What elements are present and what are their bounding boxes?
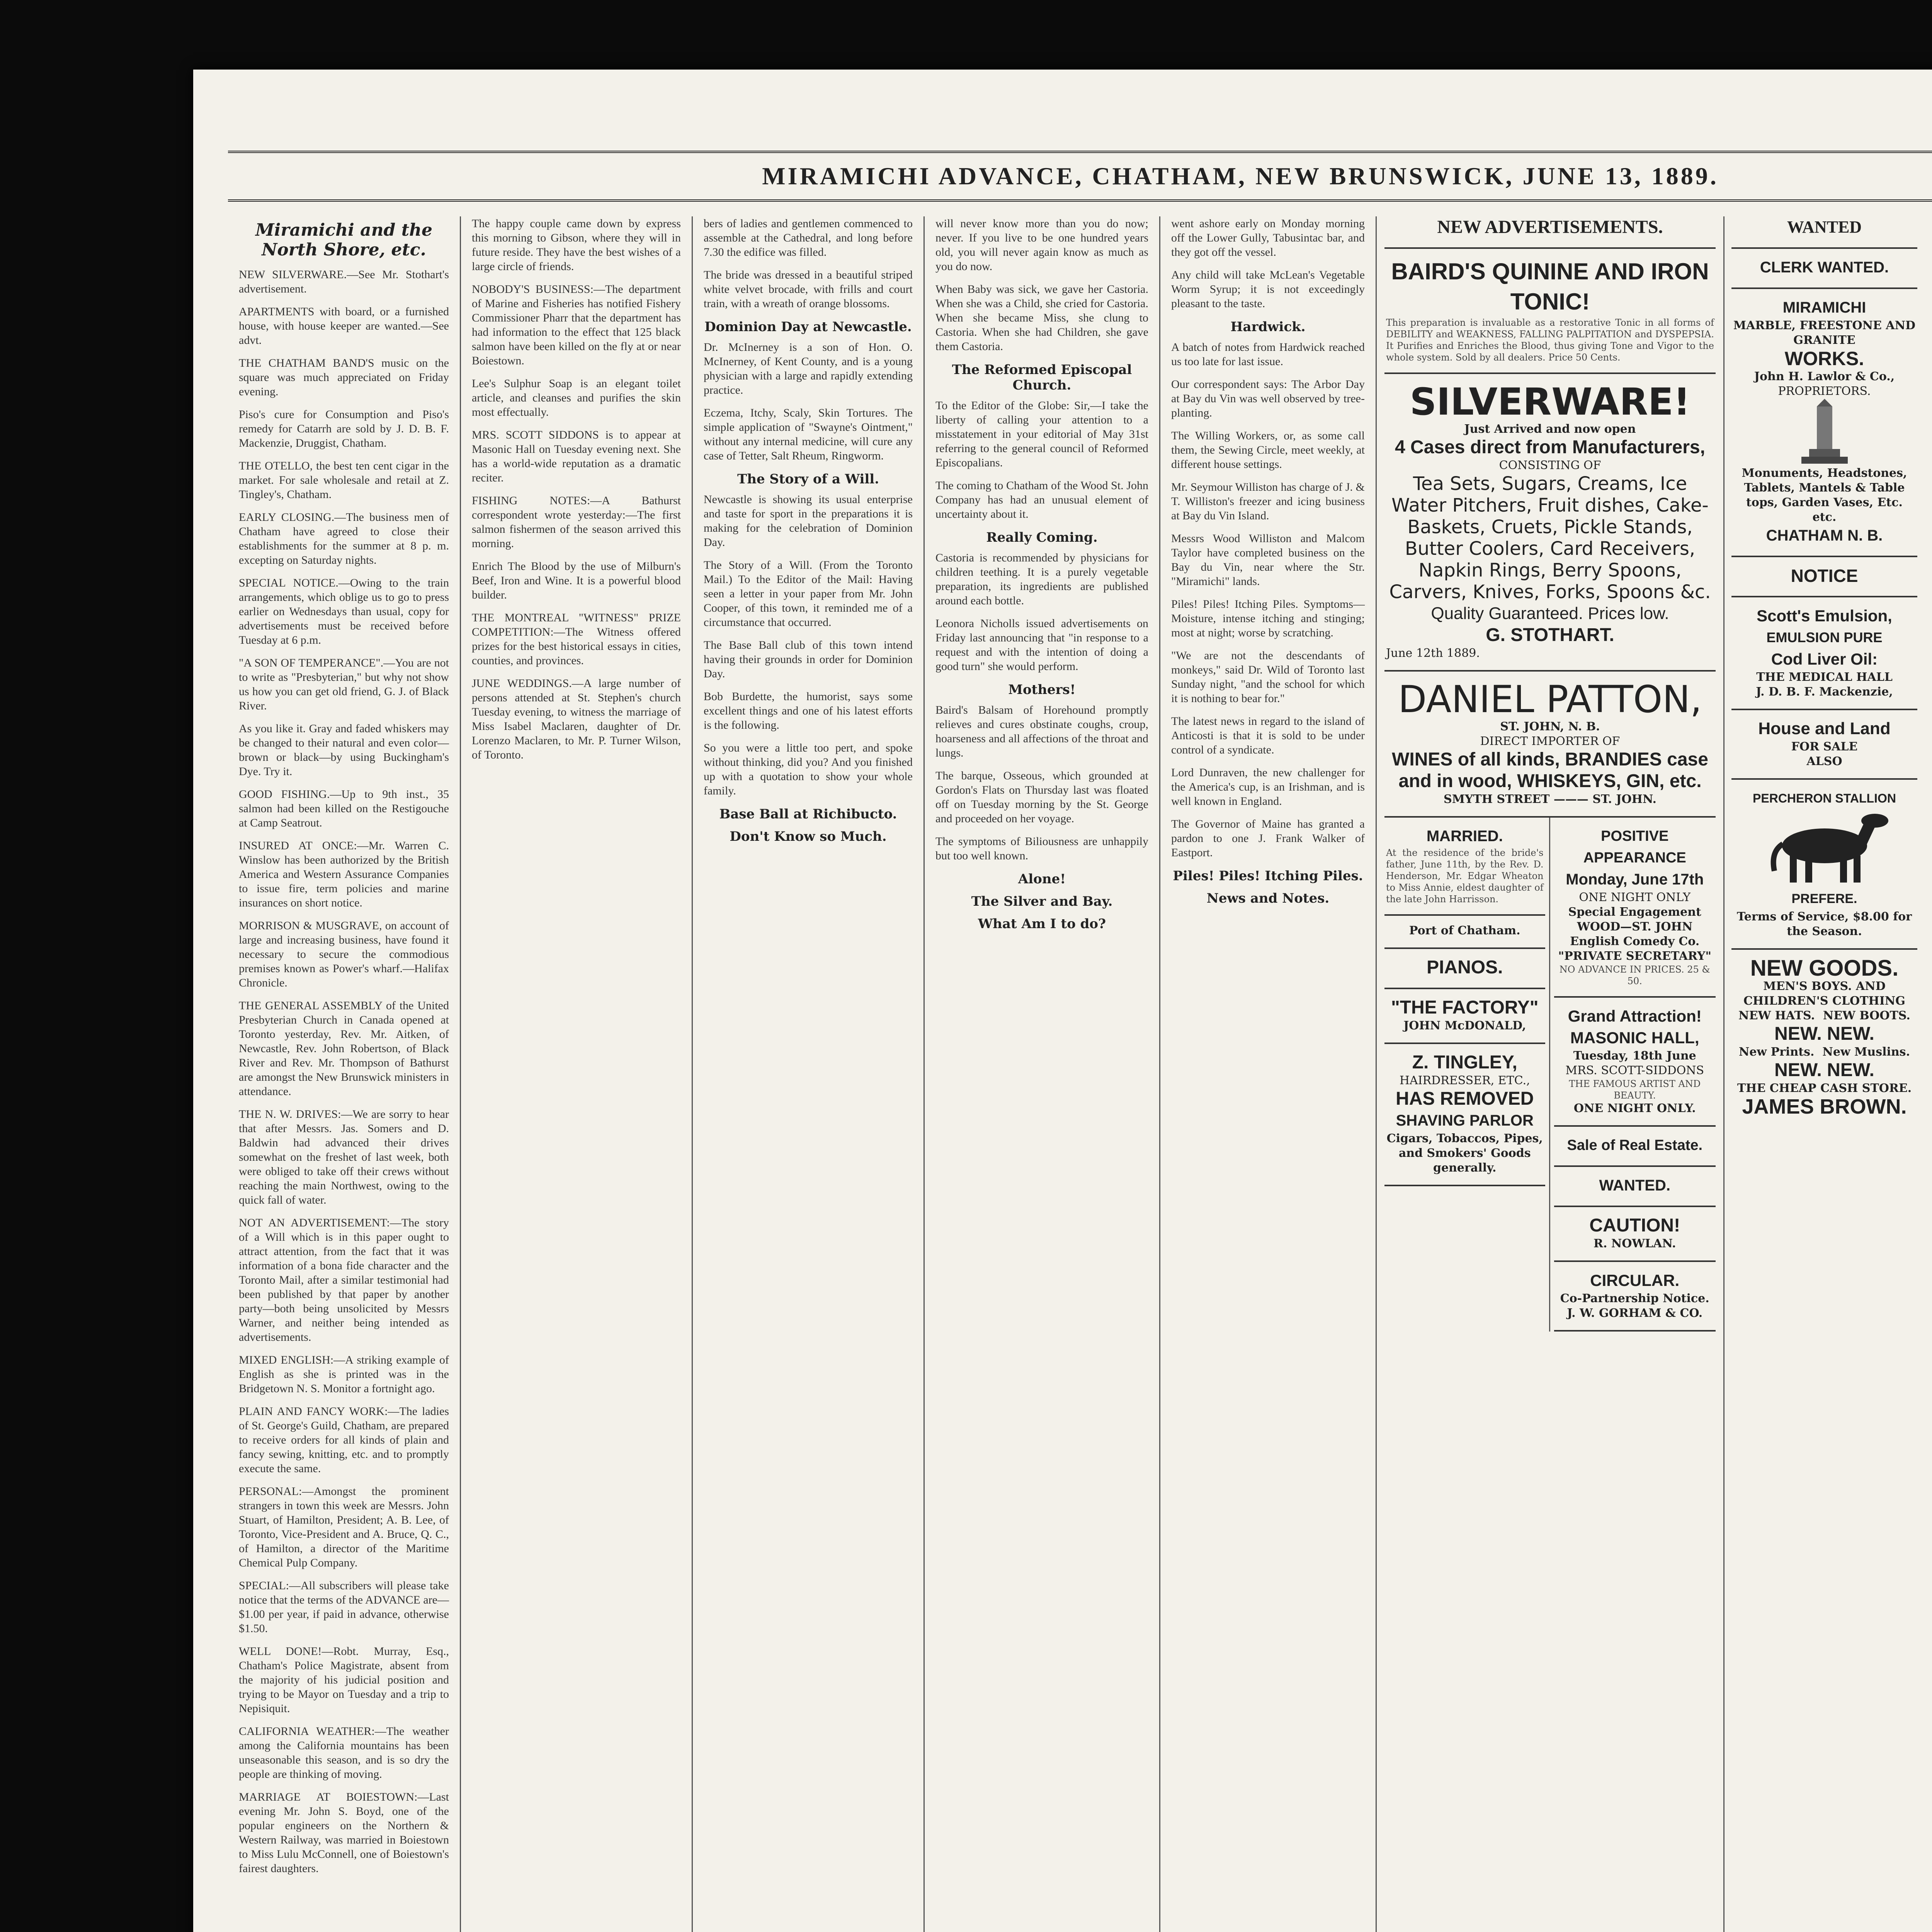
- article-paragraph: SPECIAL NOTICE.—Owing to the train arrangements, which oblige us to go to press earlier on Wednesdays than usual, copy for advertisements must be received before Tuesday at 6 p.m.: [239, 577, 449, 646]
- ads-subcolumn-left: [1384, 818, 1550, 1332]
- article-paragraph: THE N. W. DRIVES:—We are sorry to hear that after Messrs. Jas. Somers and D. Baldwin had advanced their drives somewhat on the freshet of last week, both were obliged to take off their crews without reaching the main Northwest, owing to the quick fall of water.: [239, 1108, 449, 1206]
- article-paragraph: The happy couple came down by express this morning to Gibson, where they will in future reside. They have the best wishes of a large circle of friends.: [472, 217, 681, 273]
- article-paragraph: The Base Ball club of this town intend having their grounds in order for Dominion Day.: [704, 639, 913, 680]
- article-paragraph: Eczema, Itchy, Scaly, Skin Tortures. The simple application of "Swayne's Ointment," without any internal medicine, will cure any case of Tetter, Salt Rheum, Ringworm.: [704, 406, 913, 462]
- article-heading: Alone!: [1018, 871, 1066, 887]
- article-paragraph: THE OTELLO, the best ten cent cigar in the market. For sale wholesale and retail at Z. Tingley's, Chatham.: [239, 459, 449, 501]
- newspaper-page: [193, 70, 1932, 1932]
- article-paragraph: Messrs Wood Williston and Malcom Taylor have completed business on the Bay du Vin, near where the Str. "Miramichi" lands.: [1171, 532, 1365, 588]
- advertisements-column: [1376, 216, 1723, 1932]
- far-right-column: [1723, 216, 1924, 1932]
- article-heading: Dominion Day at Newcastle.: [704, 319, 912, 335]
- article-paragraph: INSURED AT ONCE:—Mr. Warren C. Winslow has been authorized by the British America and Western Assurance Companies to issue fire, term policies and marine insurances on short notice.: [239, 839, 449, 909]
- new-goods-ad: NEW GOODS. MEN'S BOYS. AND CHILDREN'S CLOTHING NEW HATS. NEW BOOTS. NEW. NEW. New Prints. New Muslins. NEW. NEW. THE CHEAP CASH STORE. JAMES BROWN.: [1737, 956, 1912, 1118]
- positive-appearance-ad: POSITIVE APPEARANCE Monday, June 17th ONE NIGHT ONLY Special Engagement WOOD—ST. JOHN English Comedy Co. "PRIVATE SECRETARY" NO ADVANCE IN PRICES. 25 & 50.: [1554, 818, 1716, 998]
- article-paragraph: Baird's Balsam of Horehound promptly relieves and cures obstinate coughs, croup, hoarseness and all affections of the throat and lungs.: [935, 704, 1148, 759]
- article-paragraph: Enrich The Blood by the use of Milburn's Beef, Iron and Wine. It is a powerful blood builder.: [472, 560, 681, 601]
- article-paragraph: When Baby was sick, we gave her Castoria. When she was a Child, she cried for Castoria. When she became Miss, she clung to Castoria. When she had Children, she gave them Castoria.: [935, 283, 1148, 353]
- article-paragraph: Leonora Nicholls issued advertisements on Friday last announcing that "in response to a request and with the intention of doing a good turn" she would perform.: [935, 617, 1148, 673]
- article-paragraph: PERSONAL:—Amongst the prominent strangers in town this week are Messrs. John Stuart, of Hamilton, President; A. B. Lee, of Toronto, Vice-President and A. Bruce, Q. C., of Hamilton, a director of the Maritime Chemical Pulp Company.: [239, 1485, 449, 1569]
- article-paragraph: The Willing Workers, or, as some call them, the Sewing Circle, meet weekly, at different house settings.: [1171, 429, 1365, 471]
- article-paragraph: As you like it. Gray and faded whiskers may be changed to their natural and even color—brown or black—by using Buckingham's Dye. Try it.: [239, 722, 449, 778]
- article-paragraph: So you were a little too pert, and spoke without thinking, did you? And you finished up with a quotation to show your whole family.: [704, 742, 913, 797]
- real-estate-ad: Sale of Real Estate.: [1554, 1127, 1716, 1167]
- article-paragraph: MORRISON & MUSGRAVE, on account of large and increasing business, have found it necessary to secure the commodious premises known as Power's wharf.—Halifax Chronicle.: [239, 919, 449, 989]
- article-paragraph: SPECIAL:—All subscribers will please take notice that the terms of the ADVANCE are—$1.00 per year, if paid in advance, otherwise $1.50.: [239, 1579, 449, 1635]
- horse-illustration: [1747, 809, 1902, 886]
- article-paragraph: FISHING NOTES:—A Bathurst correspondent wrote yesterday:—The first salmon fishermen of the season arrived this morning.: [472, 494, 681, 550]
- article-paragraph: The Story of a Will. (From the Toronto Mail.) To the Editor of the Mail: Having seen a letter in your paper from Mr. John Cooper, of this town, it reminded me of a circumstance that occurred.: [704, 559, 913, 629]
- article-paragraph: Any child will take McLean's Vegetable Worm Syrup; it is not exceedingly pleasant to the taste.: [1171, 269, 1365, 310]
- article-paragraph: Castoria is recommended by physicians for children teething. It is a purely vegetable preparation, its ingredients are published around each bottle.: [935, 551, 1148, 607]
- article-heading: Really Coming.: [986, 530, 1098, 545]
- port-of-chatham: Port of Chatham.: [1384, 916, 1545, 949]
- pianos-ad: PIANOS.: [1384, 949, 1545, 989]
- article-paragraph: MIXED ENGLISH:—A striking example of English as she is printed was in the Bridgetown N. S. Monitor a fortnight ago.: [239, 1354, 449, 1395]
- section-title: Miramichi and the North Shore, etc.: [255, 220, 433, 260]
- article-heading: Piles! Piles! Itching Piles.: [1173, 868, 1363, 884]
- article-paragraph: Bob Burdette, the humorist, says some excellent things and one of his latest efforts is the following.: [704, 690, 913, 731]
- article-paragraph: went ashore early on Monday morning off the Lower Gully, Tabusintac bar, and they got off the vessel.: [1171, 217, 1365, 259]
- column-five: [1159, 216, 1376, 1932]
- article-paragraph: The barque, Osseous, which grounded at Gordon's Flats on Thursday last was floated off on Tuesday morning by the St. George and proceeded on her voyage.: [935, 769, 1148, 825]
- article-paragraph: Piso's cure for Consumption and Piso's remedy for Catarrh are sold by J. D. B. F. Mackenzie, Druggist, Chatham.: [239, 408, 449, 449]
- article-paragraph: MARRIAGE AT BOIESTOWN:—Last evening Mr. John S. Boyd, one of the popular engineers on the Northern & Western Railway, was married in Boiestown to Miss Lulu McConnell, one of Boiestown's fairest daughters.: [239, 1791, 449, 1875]
- article-paragraph: Lee's Sulphur Soap is an elegant toilet article, and cleanses and purifies the skin most effectually.: [472, 377, 681, 418]
- tingley-ad: Z. TINGLEY, HAIRDRESSER, ETC., HAS REMOVED SHAVING PARLOR Cigars, Tobaccos, Pipes, and Smokers' Goods generally.: [1384, 1044, 1545, 1186]
- article-paragraph: JUNE WEDDINGS.—A large number of persons attended at St. Stephen's church Tuesday evening, to witness the marriage of Miss Isabel Maclaren, daughter of Dr. Lorenzo Maclaren, to Mr. P. Turner Wilson, of Toronto.: [472, 677, 681, 761]
- article-heading: Base Ball at Richibucto.: [719, 806, 897, 822]
- percheron-ad: PERCHERON STALLION PREFERE. Terms of Service, $8.00 for the Season.: [1731, 780, 1917, 950]
- article-paragraph: The coming to Chatham of the Wood St. John Company has had an unusual element of uncertainty about it.: [935, 479, 1148, 520]
- article-heading: Mothers!: [1008, 682, 1076, 697]
- baird-tonic-ad: BAIRD'S QUININE AND IRON TONIC! This preparation is invaluable as a restorative Tonic in all forms of DEBILITY and WEAKNESS, FALLING PALPITATION and DYSPEPSIA. It Purifies and Enriches the Blood, thus giving Tone and Vigor to the whole system. Sold by all dealers. Price 50 Cents.: [1384, 249, 1716, 374]
- marble-works-ad: MIRAMICHI MARBLE, FREESTONE AND GRANITE WORKS. John H. Lawlor & Co., PROPRIETORS. Monuments, Headstones, Tablets, Mantels & Table tops, Garden Vases, Etc. etc. CHATHAM N. B.: [1731, 289, 1917, 557]
- patton-ad: DANIEL PATTON, ST. JOHN, N. B. DIRECT IMPORTER OF WINES of all kinds, BRANDIES case and in wood, WHISKEYS, GIN, etc. SMYTH STREET ——— ST. JOHN.: [1384, 672, 1716, 818]
- article-paragraph: THE GENERAL ASSEMBLY of the United Presbyterian Church in Canada opened at Toronto yesterday, Rev. Mr. Aitken, of Newcastle, Rev. John Robertson, of Black River and Rev. Mr. Thompson of Bathurst are amongst the New Brunswick ministers in attendance.: [239, 999, 449, 1098]
- article-heading: Don't Know so Much.: [730, 829, 887, 844]
- article-paragraph: EARLY CLOSING.—The business men of Chatham have agreed to close their establishments for the summer at 8 p. m. excepting on Saturday nights.: [239, 511, 449, 566]
- article-paragraph: APARTMENTS with board, or a furnished house, with house keeper are wanted.—See advt.: [239, 305, 449, 347]
- married-notice: MARRIED. At the residence of the bride's father, June 11th, by the Rev. D. Henderson, Mr. Edgar Wheaton to Miss Annie, eldest daughter of the late John Harrisson.: [1384, 818, 1545, 916]
- silverware-ad: SILVERWARE! Just Arrived and now open 4 Cases direct from Manufacturers, CONSISTING OF Tea Sets, Sugars, Creams, Ice Water Pitchers, Fruit dishes, Cake-Baskets, Cruets, Pickle Stands, Butter Coolers, Card Receivers, Napkin Rings, Berry Spoons, Carvers, Knives, Forks, Spoons &c. Quality Guaranteed. Prices low. G. STOTHART. June 12th 1889.: [1384, 374, 1716, 672]
- wanted-ad: WANTED.: [1554, 1167, 1716, 1207]
- factory-ad: "THE FACTORY" JOHN McDONALD,: [1384, 989, 1545, 1044]
- article-paragraph: The symptoms of Biliousness are unhappily but too well known.: [935, 835, 1148, 862]
- masonic-hall-ad: Grand Attraction! MASONIC HALL, Tuesday, 18th June MRS. SCOTT-SIDDONS THE FAMOUS ARTIST AND BEAUTY. ONE NIGHT ONLY.: [1554, 998, 1716, 1127]
- article-paragraph: "We are not the descendants of monkeys," said Dr. Wild of Toronto last Sunday night, "and the school for which it is nothing to bear for.": [1171, 649, 1365, 705]
- article-paragraph: "A SON OF TEMPERANCE".—You are not to write as "Presbyterian," but why not show us how you can get old friend, G. J. of Black River.: [239, 656, 449, 712]
- article-paragraph: NEW SILVERWARE.—See Mr. Stothart's advertisement.: [239, 268, 449, 295]
- article-heading: The Silver and Bay.: [971, 894, 1113, 909]
- article-heading: News and Notes.: [1206, 891, 1330, 906]
- article-paragraph: A batch of notes from Hardwick reached us too late for last issue.: [1171, 341, 1365, 368]
- column-two: [460, 216, 692, 1932]
- article-heading: The Story of a Will.: [737, 471, 879, 487]
- article-paragraph: Dr. McInerney is a son of Hon. O. McInerney, of Kent County, and is a young physician with a large and rapidly extending practice.: [704, 341, 913, 396]
- notice-ad: NOTICE: [1731, 557, 1917, 597]
- article-paragraph: NOBODY'S BUSINESS:—The department of Marine and Fisheries has notified Fishery Commissioner Pharr that the department has had information to the effect that 125 black salmon have been killed on the fly at or near Boiestown.: [472, 283, 681, 367]
- article-heading: The Reformed Episcopal Church.: [952, 362, 1132, 393]
- article-paragraph: Piles! Piles! Itching Piles. Symptoms—Moisture, intense itching and stinging; most at night; worse by scratching.: [1171, 598, 1365, 639]
- caution-ad: CAUTION! R. NOWLAN.: [1554, 1207, 1716, 1262]
- article-paragraph: Lord Dunraven, the new challenger for the America's cup, is an Irishman, and is well known in England.: [1171, 766, 1365, 808]
- article-paragraph: The Governor of Maine has granted a pardon to one J. Frank Walker of Eastport.: [1171, 818, 1365, 859]
- article-heading: Hardwick.: [1230, 319, 1306, 335]
- wanted-ad-2: WANTED: [1731, 216, 1917, 249]
- article-paragraph: THE MONTREAL "WITNESS" PRIZE COMPETITION:—The Witness offered prizes for the best historical essays in cities, counties, and provinces.: [472, 611, 681, 667]
- column-three: [692, 216, 923, 1932]
- article-paragraph: THE CHATHAM BAND'S music on the square was much appreciated on Friday evening.: [239, 357, 449, 398]
- house-and-land-ad: House and Land FOR SALE ALSO: [1731, 710, 1917, 780]
- article-paragraph: The latest news in regard to the island of Anticosti is that it is sold to be under control of a syndicate.: [1171, 715, 1365, 756]
- article-paragraph: WELL DONE!—Robt. Murray, Esq., Chatham's Police Magistrate, absent from the majority of his judicial position and trying to be Mayor on Tuesday and a trip to Nepisiquit.: [239, 1645, 449, 1715]
- article-paragraph: The bride was dressed in a beautiful striped white velvet brocade, with frills and court train, with a wreath of orange blossoms.: [704, 269, 913, 310]
- article-heading: What Am I to do?: [978, 916, 1106, 932]
- article-paragraph: CALIFORNIA WEATHER:—The weather among the California mountains has been unseasonable this season, and is so dry the people are thinking of moving.: [239, 1725, 449, 1781]
- article-paragraph: To the Editor of the Globe: Sir,—I take the liberty of calling your attention to a misstatement in your editorial of May 31st referring to the general council of Reformed Episcopalians.: [935, 399, 1148, 469]
- ads-subcolumn-right: [1550, 818, 1716, 1332]
- monument-illustration: [1786, 399, 1863, 464]
- clerk-wanted-ad: CLERK WANTED.: [1731, 249, 1917, 289]
- article-paragraph: Our correspondent says: The Arbor Day at Bay du Vin was well observed by tree-planting.: [1171, 378, 1365, 419]
- article-paragraph: MRS. SCOTT SIDDONS is to appear at Masonic Hall on Tuesday evening next. She has a world-wide reputation as a dramatic reciter.: [472, 429, 681, 484]
- circular-ad: CIRCULAR. Co-Partnership Notice. J. W. GORHAM & CO.: [1554, 1262, 1716, 1332]
- column-local-news: [228, 216, 460, 1932]
- article-paragraph: Mr. Seymour Williston has charge of J. & T. Williston's freezer and icing business at Bay du Vin Island.: [1171, 481, 1365, 522]
- article-paragraph: Newcastle is showing its usual enterprise and taste for sport in the preparations it is making for the celebration of Dominion Day.: [704, 493, 913, 549]
- scotts-emulsion-ad: Scott's Emulsion, EMULSION PURE Cod Liver Oil: THE MEDICAL HALL J. D. B. F. Mackenzie,: [1731, 597, 1917, 710]
- article-paragraph: bers of ladies and gentlemen commenced to assemble at the Cathedral, and long before 7.30 the edifice was filled.: [704, 217, 913, 259]
- article-paragraph: will never know more than you do now; never. If you live to be one hundred years old, you will never again know as much as you do now.: [935, 217, 1148, 273]
- article-paragraph: PLAIN AND FANCY WORK:—The ladies of St. George's Guild, Chatham, are prepared to receive orders for all kinds of plain and fancy sewing, knitting, etc. and to promptly execute the same.: [239, 1405, 449, 1475]
- column-four: [923, 216, 1159, 1932]
- new-ads-header: NEW ADVERTISEMENTS.: [1384, 216, 1716, 249]
- masthead: MIRAMICHI ADVANCE, CHATHAM, NEW BRUNSWICK, JUNE 13, 1889.: [228, 151, 1932, 202]
- article-paragraph: NOT AN ADVERTISEMENT:—The story of a Will which is in this paper ought to attract attention, from the fact that it was information of a bona fide character and the Toronto Mail, after a similar testimonial had been published by that paper by another party—both being unsolicited by Messrs Warner, and neither being intended as advertisements.: [239, 1216, 449, 1344]
- article-paragraph: GOOD FISHING.—Up to 9th inst., 35 salmon had been killed on the Restigouche at Camp Seatrout.: [239, 788, 449, 829]
